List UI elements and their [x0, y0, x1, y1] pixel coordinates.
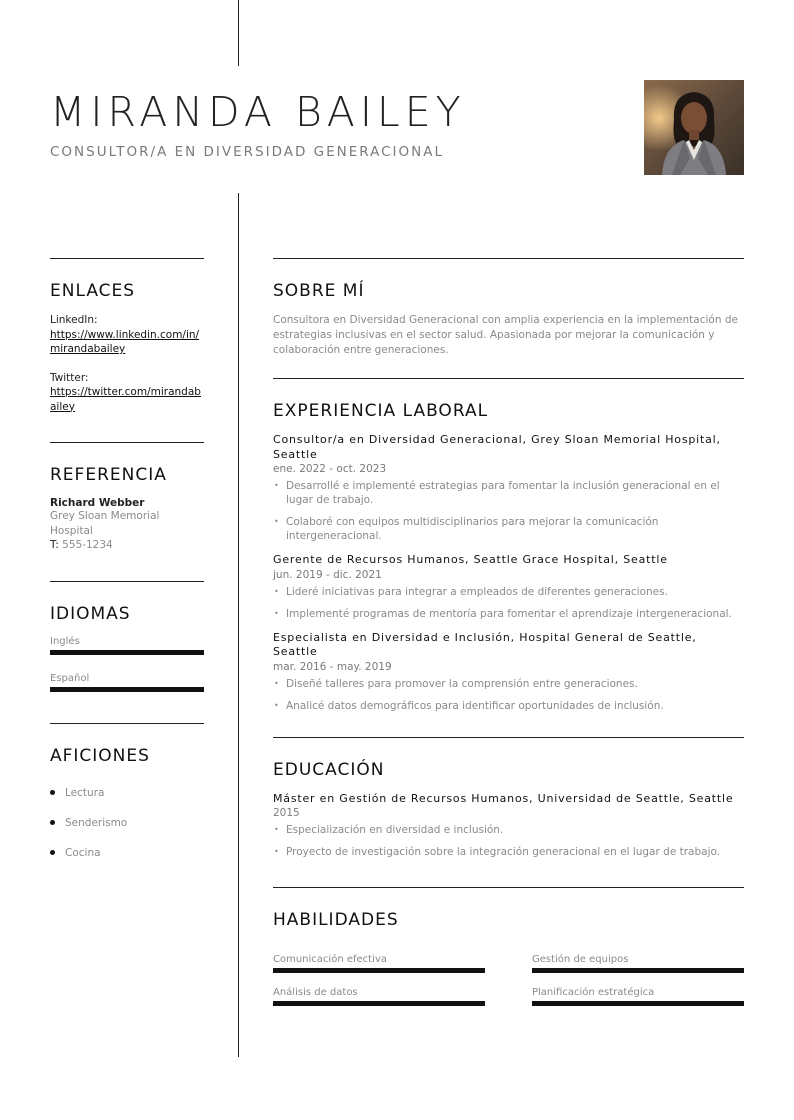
job-dates: jun. 2019 - dic. 2021 — [273, 568, 382, 581]
language-english-level-bar — [50, 650, 204, 655]
bullet-icon — [50, 850, 55, 855]
job-title: Consultor/a en Diversidad Generacional, Grey Sloan Memorial Hospital, Seattle — [273, 433, 721, 461]
skill-label: Comunicación efectiva — [273, 954, 387, 965]
column-divider-line — [238, 193, 239, 1057]
reference-org: Grey Sloan Memorial Hospital — [50, 510, 160, 537]
job-bullet: • Analicé datos demográficos para identificar oportunidades de inclusión. — [273, 699, 744, 713]
top-divider-line — [238, 0, 239, 66]
job-bullet: • Diseñé talleres para promover la comprensión entre generaciones. — [273, 677, 744, 691]
section-divider — [273, 378, 744, 379]
education-title: Máster en Gestión de Recursos Humanos, Universidad de Seattle, Seattle — [273, 791, 734, 805]
skill-item — [273, 987, 485, 1020]
reference-section-title: REFERENCIA — [50, 465, 167, 485]
language-spanish-level-bar — [50, 687, 204, 692]
section-divider — [273, 258, 744, 259]
job-entry — [273, 631, 744, 713]
phone-label: T: — [50, 539, 59, 551]
job-entry — [273, 553, 744, 621]
education-entry — [273, 792, 744, 860]
twitter-link[interactable]: https://twitter.com/mirandabailey — [50, 386, 201, 413]
language-spanish: Español — [50, 672, 90, 684]
candidate-name: MIRANDA BAILEY — [50, 88, 466, 136]
skill-level-bar — [273, 968, 485, 973]
job-bullet: • Implementé programas de mentoría para fomentar el aprendizaje intergeneracional. — [273, 607, 744, 621]
hobby-item — [50, 808, 204, 838]
bullet-icon — [50, 790, 55, 795]
right-column — [273, 258, 744, 1020]
job-title: Gerente de Recursos Humanos, Seattle Grace Hospital, Seattle — [273, 553, 668, 566]
job-bullet: • Desarrollé e implementé estrategias para fomentar la inclusión generacional en el lugar de trabajo. — [273, 479, 744, 507]
section-divider — [50, 442, 204, 443]
section-divider — [50, 258, 204, 259]
section-divider — [50, 723, 204, 724]
hobby-item — [50, 838, 204, 868]
skill-label: Análisis de datos — [273, 987, 358, 998]
skill-label: Planificación estratégica — [532, 987, 655, 998]
skill-item — [273, 954, 485, 987]
hobby-label: Cocina — [65, 846, 101, 859]
job-bullet: • Lideré iniciativas para integrar a empleados de diferentes generaciones. — [273, 585, 744, 599]
left-column — [50, 258, 204, 868]
skill-item — [532, 987, 744, 1020]
twitter-label: Twitter: — [50, 371, 89, 384]
linkedin-label: LinkedIn: — [50, 314, 98, 326]
skill-level-bar — [273, 1001, 485, 1006]
education-dates: 2015 — [273, 807, 300, 819]
education-section-title: EDUCACIÓN — [273, 759, 385, 780]
job-dates: ene. 2022 - oct. 2023 — [273, 463, 387, 475]
about-section-title: SOBRE MÍ — [273, 281, 365, 301]
languages-section-title: IDIOMAS — [50, 603, 131, 624]
hobby-item — [50, 778, 204, 808]
skill-item — [532, 954, 744, 987]
job-entry — [273, 433, 744, 543]
about-text: Consultora en Diversidad Generacional con amplia experiencia en la implementación de estrategias inclusivas en el sector salud. Apasionada por mejorar la comunicación y colaboración entre generaciones. — [273, 314, 738, 356]
skill-label: Gestión de equipos — [532, 954, 629, 965]
job-dates: mar. 2016 - may. 2019 — [273, 660, 392, 673]
skills-grid — [273, 954, 744, 1020]
skills-section-title: HABILIDADES — [273, 910, 399, 930]
section-divider — [50, 581, 204, 582]
education-bullet: • Especialización en diversidad e inclusión. — [273, 823, 744, 837]
education-bullet: • Proyecto de investigación sobre la integración generacional en el lugar de trabajo. — [273, 845, 744, 859]
reference-phone — [50, 538, 204, 553]
hobby-label: Senderismo — [65, 816, 128, 829]
section-divider — [273, 737, 744, 738]
candidate-title: CONSULTOR/A EN DIVERSIDAD GENERACIONAL — [50, 144, 445, 160]
phone-number: 555-1234 — [62, 539, 113, 551]
links-section-title: ENLACES — [50, 281, 136, 301]
hobby-label: Lectura — [65, 786, 105, 799]
skill-level-bar — [532, 968, 744, 973]
linkedin-link[interactable]: https://www.linkedin.com/in/mirandabailey — [50, 328, 200, 355]
language-english: Inglés — [50, 635, 80, 647]
experience-section-title: EXPERIENCIA LABORAL — [273, 401, 489, 421]
hobbies-section-title: AFICIONES — [50, 745, 150, 766]
reference-name: Richard Webber — [50, 497, 145, 509]
bullet-icon — [50, 820, 55, 825]
job-title: Especialista en Diversidad e Inclusión, Hospital General de Seattle, Seattle — [273, 630, 697, 658]
profile-photo — [644, 80, 744, 175]
skill-level-bar — [532, 1001, 744, 1006]
section-divider — [273, 887, 744, 888]
job-bullet: • Colaboré con equipos multidisciplinarios para mejorar la comunicación intergeneracional. — [273, 515, 744, 543]
